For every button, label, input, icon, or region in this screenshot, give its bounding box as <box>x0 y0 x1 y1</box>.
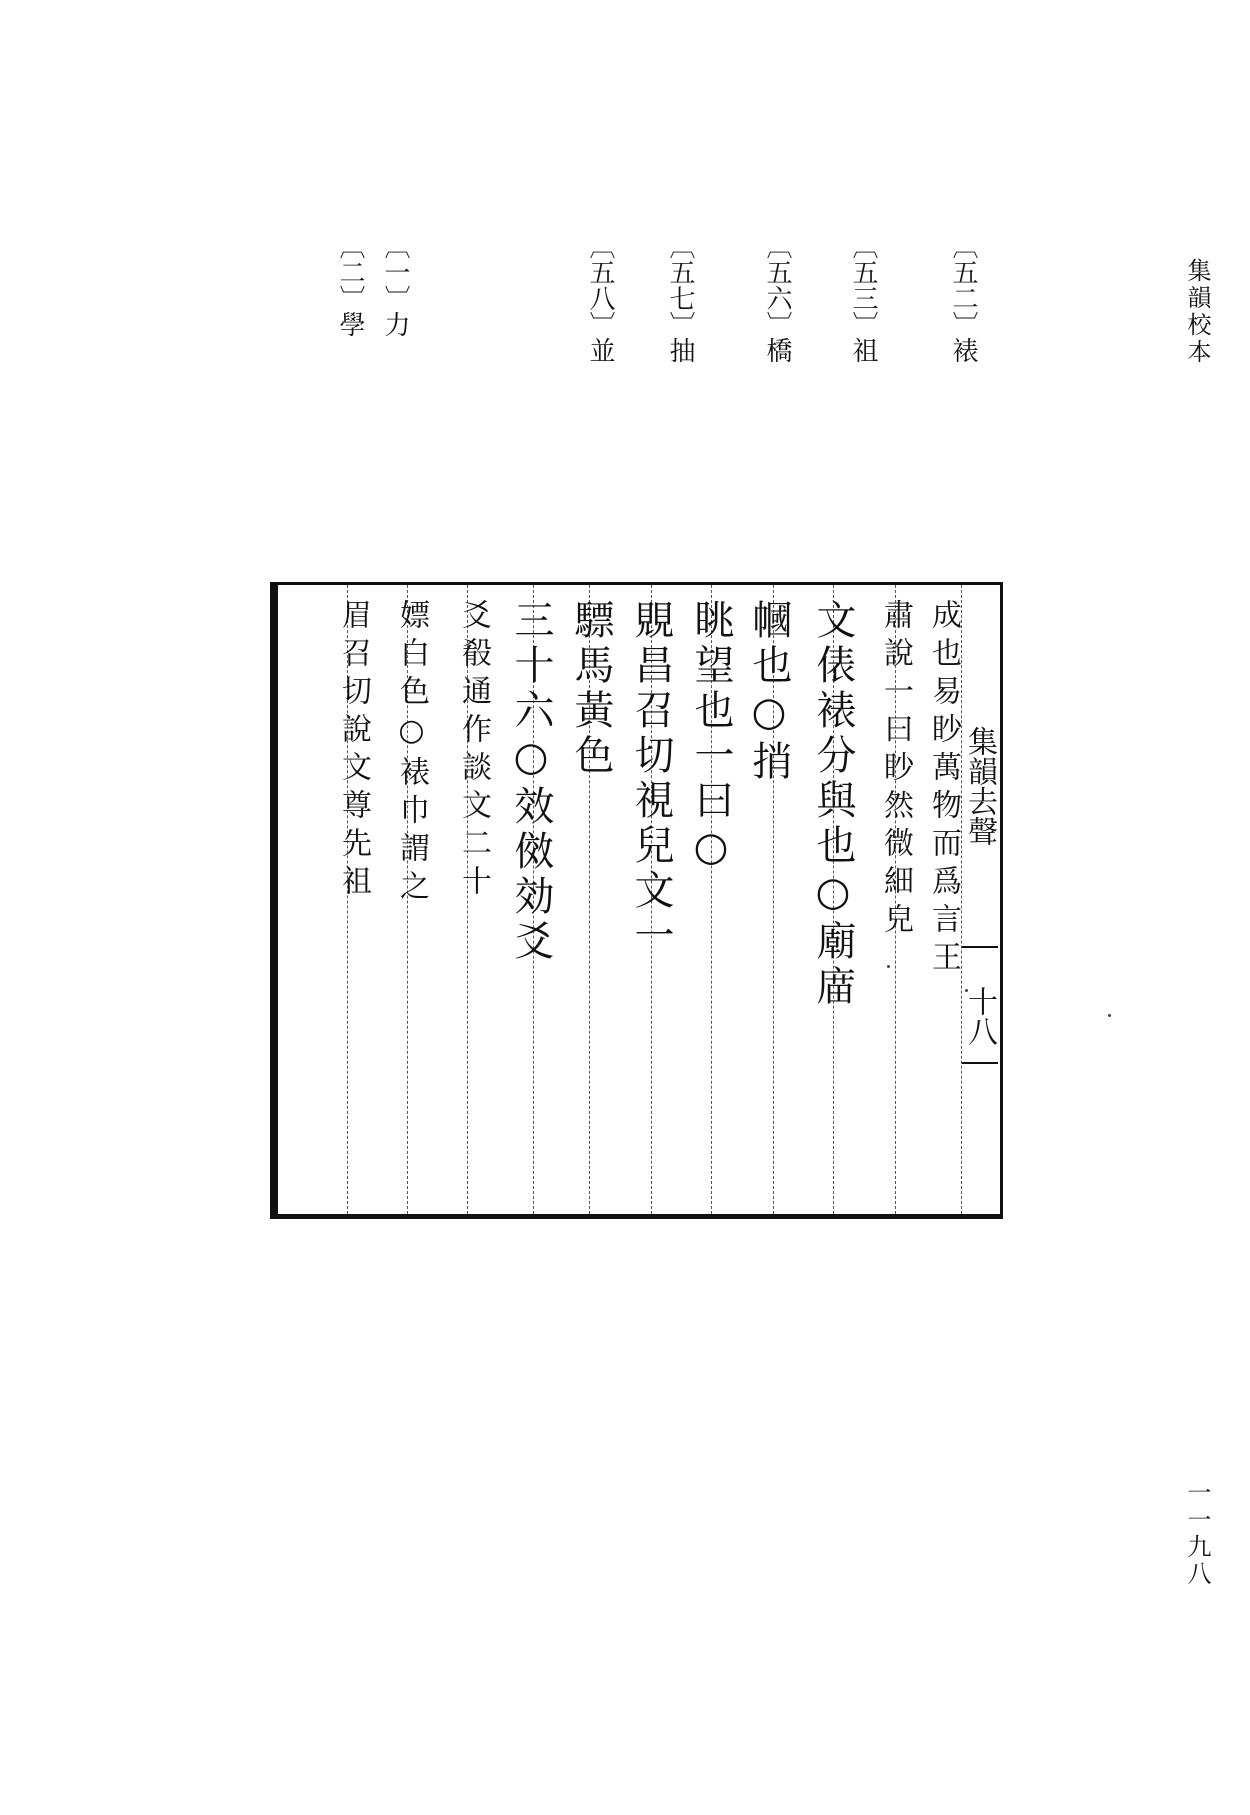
text-column: 覞昌召切視兒文一 <box>628 599 674 959</box>
collation-note: 〔五三〕祖 <box>848 233 878 363</box>
text-column: 肅說一曰眇然微細皃 <box>878 599 913 941</box>
text-column: 三十六○效傚効爻 <box>508 599 554 965</box>
collation-note: 〔二〕學 <box>335 233 365 337</box>
text-column: 爻殽通作談文二十 <box>456 599 491 903</box>
woodblock-text-block <box>270 582 1003 1219</box>
block-margin <box>962 726 998 1106</box>
text-column: 文俵裱分與也○廟庿 <box>810 599 856 1010</box>
running-head: 集韻校本 <box>1183 258 1211 366</box>
collation-note: 〔一〕力 <box>380 233 410 337</box>
text-column: 眺望也一曰○ <box>688 599 734 875</box>
block-frame-rule <box>275 585 278 1214</box>
text-column: 成也易眇萬物而爲言王 <box>926 599 961 979</box>
collation-note: 〔五二〕裱 <box>948 233 978 363</box>
page-number: 一一九八 <box>1183 1480 1211 1588</box>
ink-speck <box>887 965 890 968</box>
margin-rule <box>962 1062 998 1064</box>
collation-note: 〔五七〕抽 <box>665 233 695 363</box>
margin-folio: 十八 <box>962 986 997 1046</box>
text-column: 幗也○捎 <box>746 599 792 785</box>
margin-title: 集韻去聲 <box>962 726 997 846</box>
text-column: 嫖白色○裱巾謂之 <box>394 599 429 908</box>
text-column: 眉召切說文尊先祖 <box>336 599 371 903</box>
collation-note: 〔五六〕橋 <box>762 233 792 363</box>
ink-speck <box>1108 1014 1111 1017</box>
margin-rule <box>962 946 998 948</box>
collation-note: 〔五八〕並 <box>585 233 615 363</box>
text-column: 驃馬黃色 <box>568 599 614 779</box>
